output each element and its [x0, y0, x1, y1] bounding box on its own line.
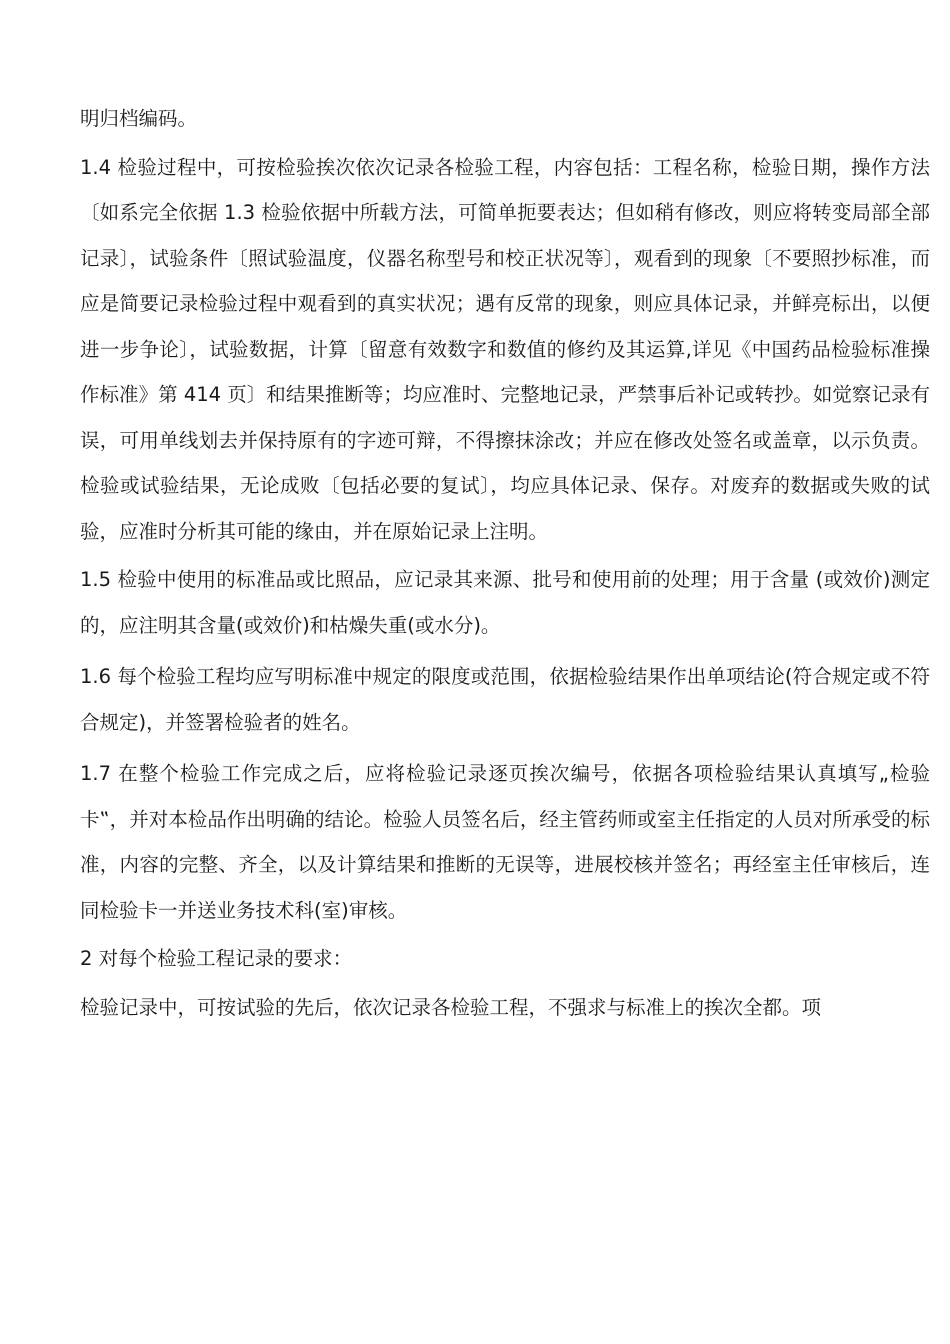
paragraph-1-7: 1.7 在整个检验工作完成之后，应将检验记录逐页挨次编号，依据各项检验结果认真填写„检验卡‟，并对本检品作出明确的结论。检验人员签名后，经主管药师或室主任指定的人员对所承受的标准，内容的完整、齐全，以及计算结果和推断的无误等，进展校核并签名；再经室主任审核后，连同检验卡一并送业务技术科(室)审核。: [80, 762, 930, 922]
section-heading-2: 2 对每个检验工程记录的要求：: [80, 947, 353, 970]
document-page: [80, 96, 930, 1030]
paragraph-archive-code: 明归档编码。: [80, 107, 198, 130]
paragraph-1-4: 1.4 检验过程中，可按检验挨次依次记录各检验工程，内容包括：工程名称，检验日期，操作方法〔如系完全依据 1.3 检验依据中所载方法，可简单扼要表达；但如稍有修改，则应将转变局部全部记录〕，试验条件〔照试验温度，仪器名称型号和校正状况等〕，观看到的现象〔不要照抄标准，而应是简要记录检验过程中观看到的真实状况；遇有反常的现象，则应具体记录，并鲜亮标出，以便进一步争论〕，试验数据，计算〔留意有效数字和数值的修约及其运算,详见《中国药品检验标准操作标准》第 414 页〕和结果推断等；均应准时、完整地记录，严禁事后补记或转抄。如觉察记录有误，可用单线划去并保持原有的字迹可辩，不得擦抹涂改；并应在修改处签名或盖章，以示负责。检验或试验结果，无论成败〔包括必要的复试〕，均应具体记录、保存。对废弃的数据或失败的试验，应准时分析其可能的缘由，并在原始记录上注明。: [80, 155, 930, 543]
paragraph-1-6: 1.6 每个检验工程均应写明标准中规定的限度或范围，依据检验结果作出单项结论(符合规定或不符合规定)，并签署检验者的姓名。: [80, 665, 930, 734]
paragraph-1-5: 1.5 检验中使用的标准品或比照品，应记录其来源、批号和使用前的处理；用于含量 (或效价)测定的，应注明其含量(或效价)和枯燥失重(或水分)。: [80, 568, 930, 637]
paragraph-records-order: 检验记录中，可按试验的先后，依次记录各检验工程，不强求与标准上的挨次全都。项: [80, 995, 822, 1019]
